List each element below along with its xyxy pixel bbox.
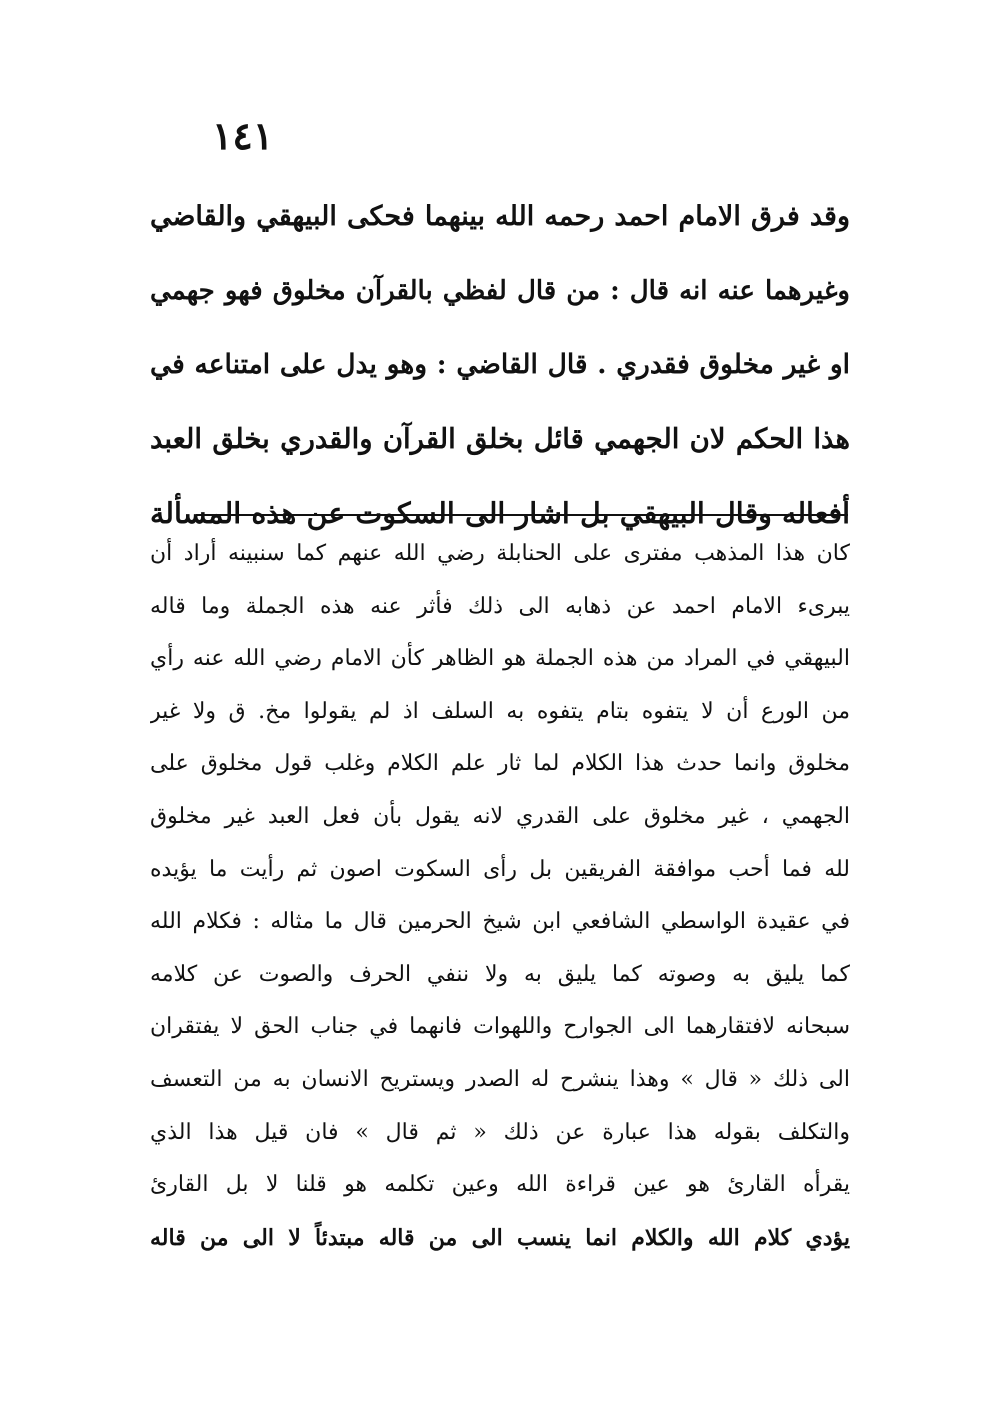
footnote-line: الجهمي ، غير مخلوق على القدري لانه يقول بأن فعل العبد غير مخلوق	[150, 803, 850, 829]
footnote-line: البيهقي في المراد من هذه الجملة هو الظاهر كأن الامام رضي الله عنه رأي	[150, 646, 850, 672]
footnote-line: كان هذا المذهب مفترى على الحنابلة رضي الله عنهم كما سنبينه أراد أن	[150, 541, 850, 566]
footnote-block	[150, 528, 850, 1264]
footnote-line: كما يليق به وصوته كما يليق به ولا ننفي الحرف والصوت عن كلامه	[150, 961, 850, 987]
footnote-line: سبحانه لافتقارهما الى الجوارح واللهوات فانهما في جناب الحق لا يفتقران	[150, 1014, 850, 1040]
main-text-block	[150, 180, 850, 550]
footnote-line: في عقيدة الواسطي الشافعي ابن شيخ الحرمين قال ما مثاله : فكلام الله	[150, 909, 850, 935]
main-text-line: أفعاله وقال البيهقي بل اشار الى السكوت عن هذه المسألة	[150, 496, 850, 530]
footnote-line: لله فما أحب موافقة الفريقين بل رأى السكوت اصون ثم رأيت ما يؤيده	[150, 856, 850, 882]
main-text-line: هذا الحكم لان الجهمي قائل بخلق القرآن والقدري بخلق العبد	[150, 423, 850, 455]
footnote-line: مخلوق وانما حدث هذا الكلام لما ثار علم الكلام وغلب قول مخلوق على	[150, 751, 850, 777]
footnote-line: يؤدي كلام الله والكلام انما ينسب الى من قاله مبتدئاً لا الى من قاله	[150, 1224, 850, 1251]
main-text-line: وقد فرق الامام احمد رحمه الله بينهما فحكى البيهقي والقاضي	[150, 201, 850, 232]
main-text-line: وغيرهما عنه انه قال : من قال لفظي بالقرآن مخلوق فهو جهمي	[150, 276, 850, 306]
footnote-line: الى ذلك « قال » وهذا ينشرح له الصدر ويستريح الانسان به من التعسف	[150, 1066, 850, 1092]
footnote-separator	[196, 514, 848, 516]
footnote-line: والتكلف بقوله هذا عبارة عن ذلك « ثم قال » فان قيل هذا الذي	[150, 1119, 850, 1145]
main-text-line: او غير مخلوق فقدري . قال القاضي : وهو يدل على امتناعه في	[150, 349, 850, 380]
footnote-line: يقرأه القارئ هو عين قراءة الله وعين تكلمه هو قلنا لا بل القارئ	[150, 1172, 850, 1198]
footnote-line: من الورع أن لا يتفوه بتام يتفوه به السلف اذ لم يقولوا مخ. ق ولا غير	[150, 698, 850, 724]
footnote-line: يبرىء الامام احمد عن ذهابه الى ذلك فأثر عنه هذه الجملة وما قاله	[150, 593, 850, 619]
page-number: ١٤١	[212, 113, 274, 158]
